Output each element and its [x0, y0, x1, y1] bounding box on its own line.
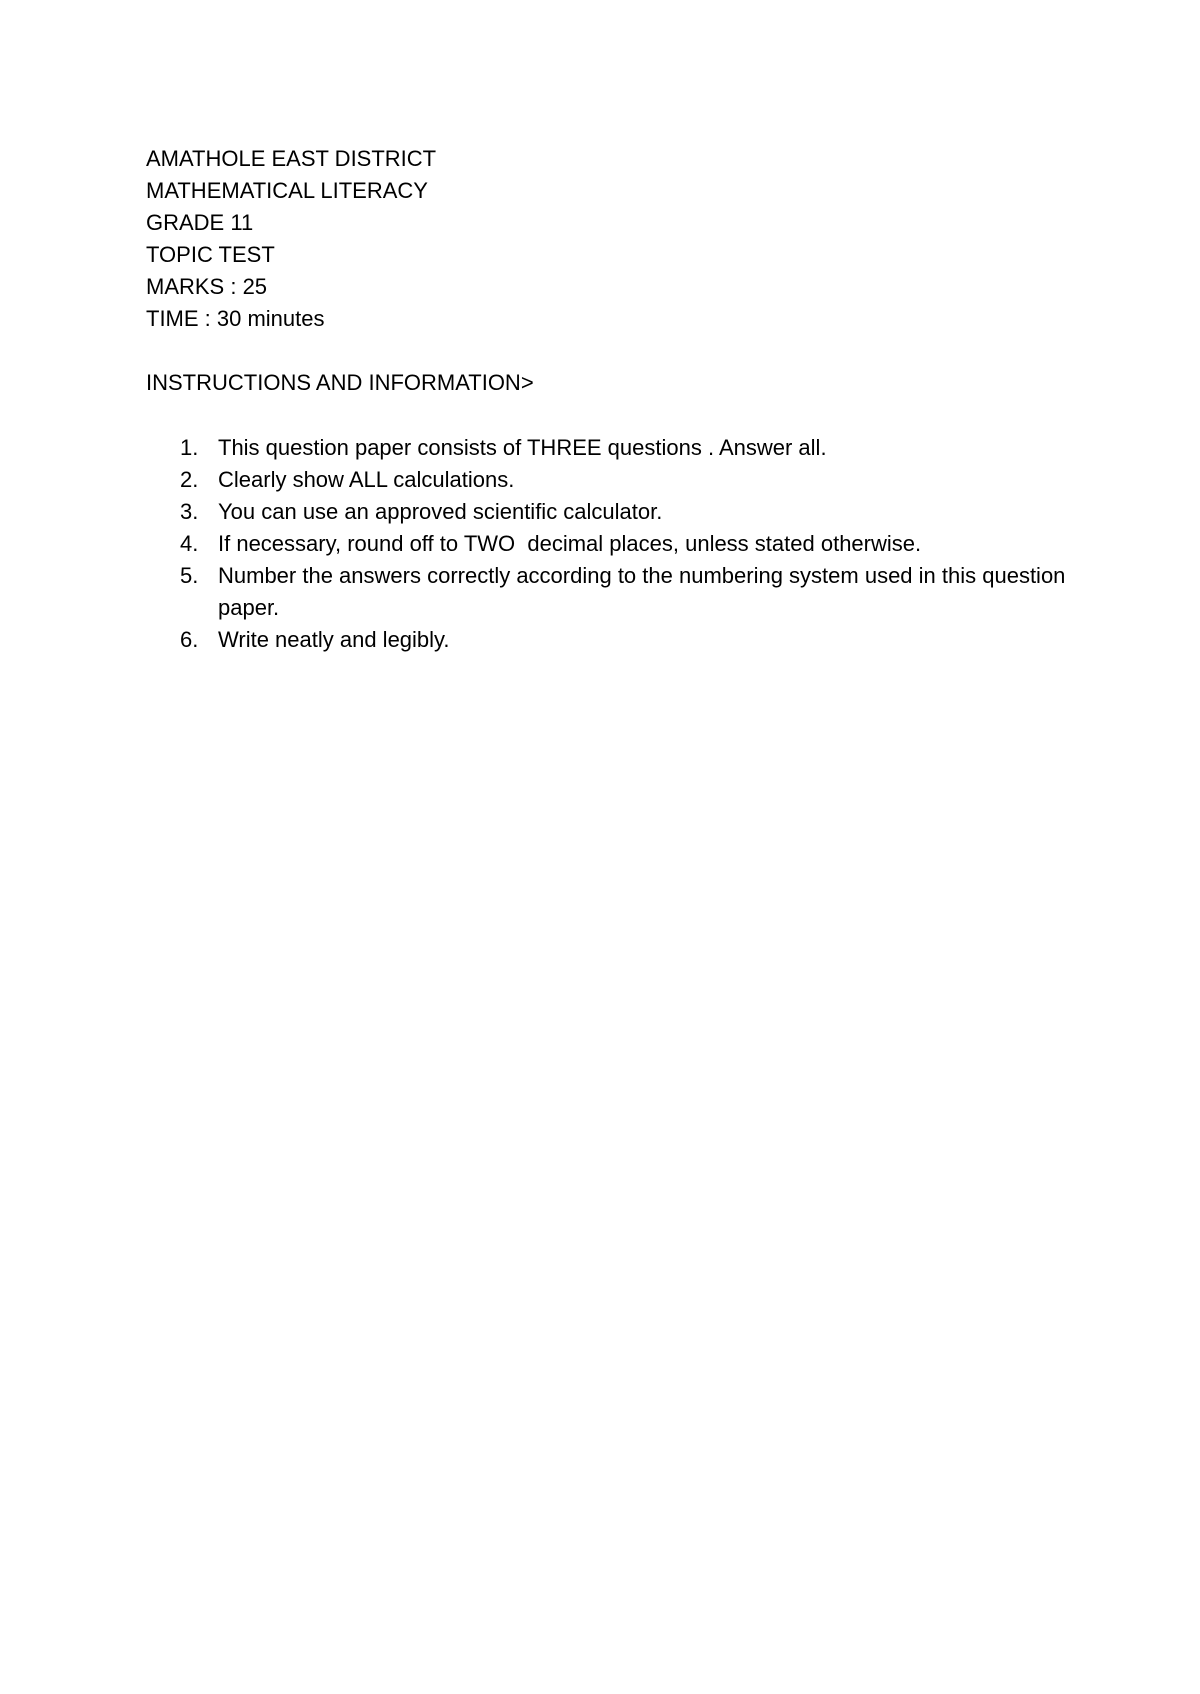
instruction-number: 2. — [180, 467, 199, 492]
test-header — [146, 143, 1046, 335]
instruction-item — [180, 432, 1080, 464]
marks-label: MARKS : 25 — [146, 274, 268, 299]
instruction-number: 4. — [180, 531, 199, 556]
instruction-item — [180, 560, 1080, 624]
instruction-text: You can use an approved scientific calculator. — [218, 499, 663, 524]
test-type: TOPIC TEST — [146, 242, 275, 267]
instruction-item — [180, 496, 1080, 528]
instruction-number: 6. — [180, 627, 199, 652]
instruction-item — [180, 528, 1080, 560]
instructions-heading: INSTRUCTIONS AND INFORMATION> — [146, 370, 534, 395]
instruction-text: If necessary, round off to TWO decimal places, unless stated otherwise. — [218, 531, 922, 556]
instruction-text: This question paper consists of THREE questions . Answer all. — [218, 435, 827, 460]
instruction-item — [180, 464, 1080, 496]
grade-label: GRADE 11 — [146, 210, 254, 235]
instruction-number: 3. — [180, 499, 199, 524]
subject-name: MATHEMATICAL LITERACY — [146, 178, 428, 203]
instruction-number: 5. — [180, 563, 199, 588]
district-name: AMATHOLE EAST DISTRICT — [146, 146, 437, 171]
time-label: TIME : 30 minutes — [146, 306, 325, 331]
instructions-list — [180, 432, 1080, 656]
instruction-text: Write neatly and legibly. — [218, 627, 450, 652]
instruction-text: Number the answers correctly according to the numbering system used in this question paper. — [218, 563, 1066, 620]
instruction-item — [180, 624, 1080, 656]
instruction-text: Clearly show ALL calculations. — [218, 467, 515, 492]
instruction-number: 1. — [180, 435, 199, 460]
